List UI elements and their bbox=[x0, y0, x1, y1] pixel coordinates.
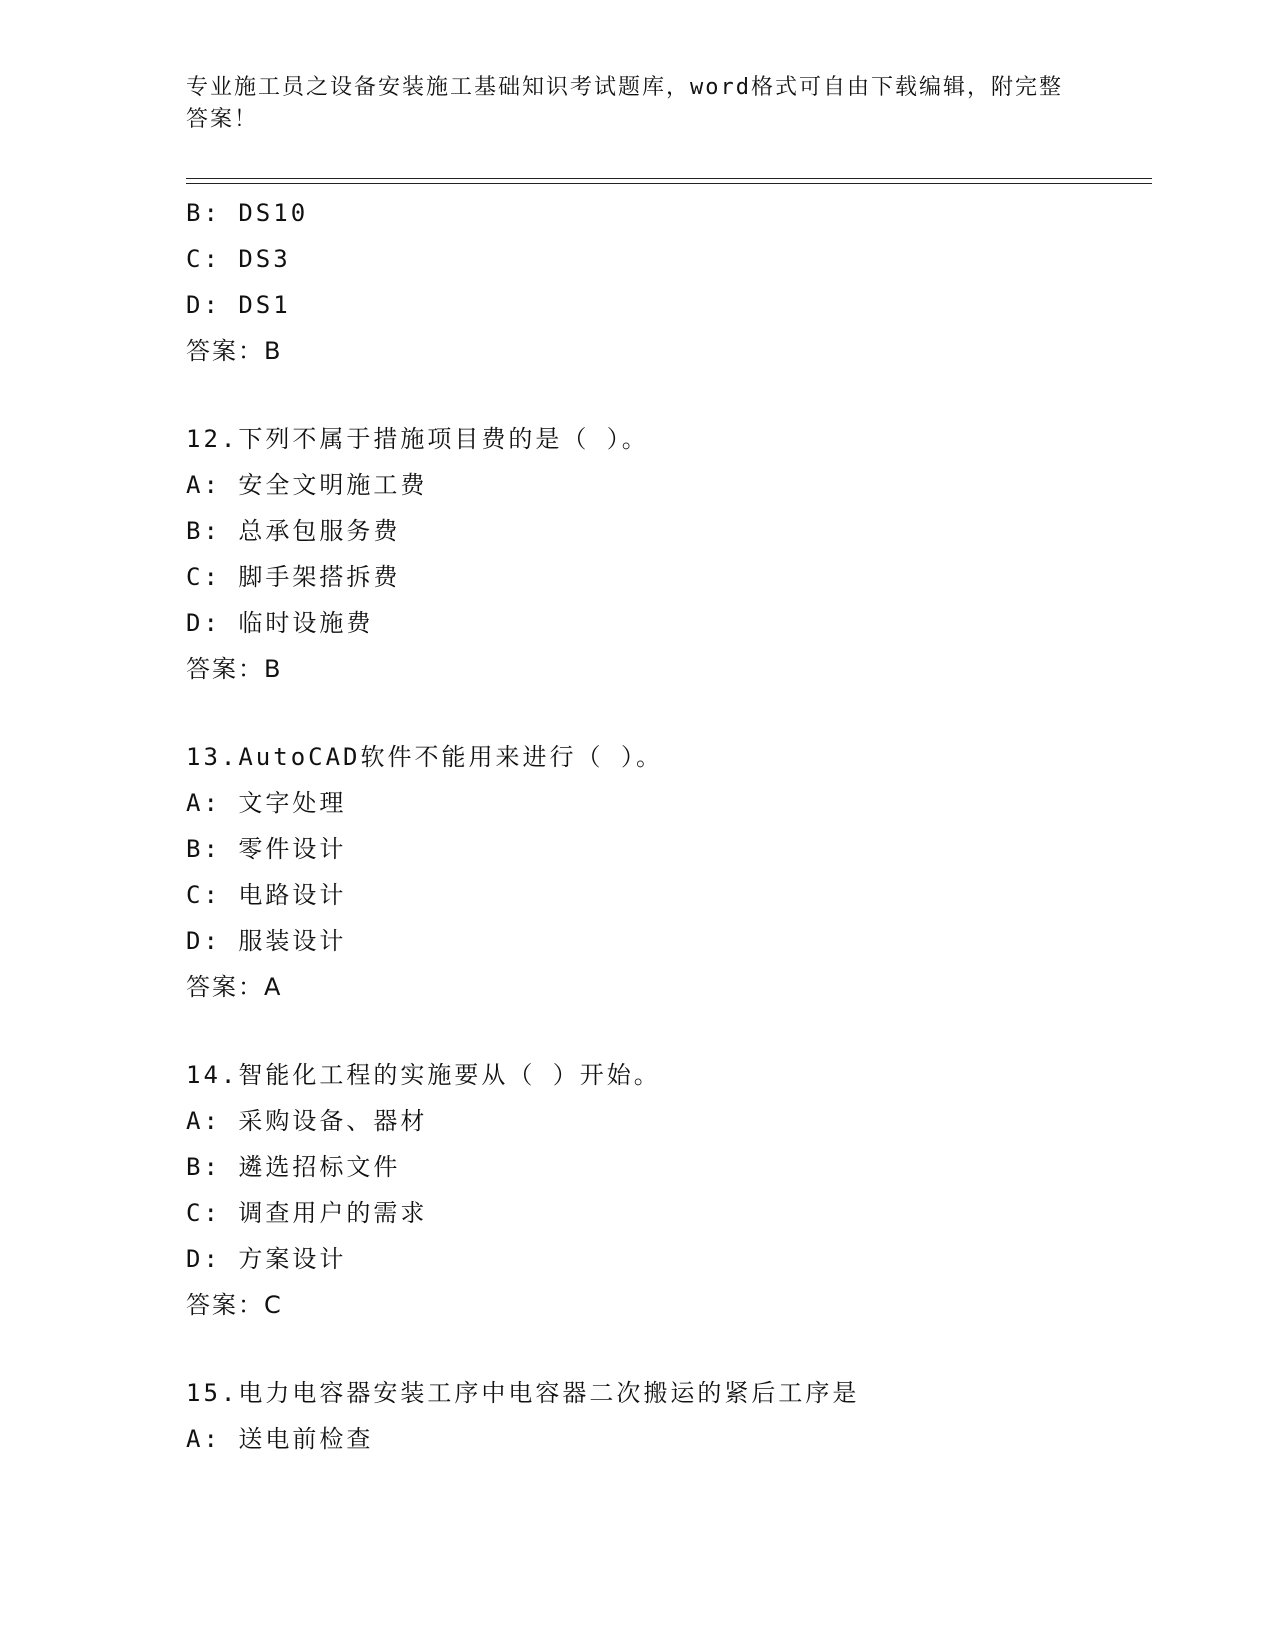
option-d: D: 方案设计 bbox=[186, 1245, 347, 1273]
question-list bbox=[186, 190, 1152, 1462]
option-d: D: 临时设施费 bbox=[186, 609, 374, 637]
option-a: A: 采购设备、器材 bbox=[186, 1107, 428, 1135]
question-text: 13.AutoCAD软件不能用来进行（ ）。 bbox=[186, 743, 663, 771]
question-partial bbox=[186, 190, 1152, 374]
question-text: 12.下列不属于措施项目费的是（ ）。 bbox=[186, 425, 649, 453]
answer-line: 答案：B bbox=[186, 337, 283, 365]
header-divider-bottom bbox=[186, 183, 1152, 184]
option-b: B: 零件设计 bbox=[186, 835, 347, 863]
option-c: C: DS3 bbox=[186, 245, 291, 273]
question-15 bbox=[186, 1370, 1152, 1462]
question-14 bbox=[186, 1052, 1152, 1328]
option-a: A: 送电前检查 bbox=[186, 1425, 374, 1453]
option-c: C: 脚手架搭拆费 bbox=[186, 563, 401, 591]
header-title: 专业施工员之设备安装施工基础知识考试题库，word格式可自由下载编辑，附完整答案！ bbox=[186, 75, 1063, 132]
answer-line: 答案：B bbox=[186, 655, 283, 683]
page-header bbox=[186, 72, 1066, 136]
question-text: 15.电力电容器安装工序中电容器二次搬运的紧后工序是 bbox=[186, 1379, 860, 1407]
question-12 bbox=[186, 416, 1152, 692]
answer-line: 答案：A bbox=[186, 973, 283, 1001]
option-b: B: DS10 bbox=[186, 199, 309, 227]
question-13 bbox=[186, 734, 1152, 1010]
header-divider-top bbox=[186, 178, 1152, 179]
option-c: C: 调查用户的需求 bbox=[186, 1199, 428, 1227]
option-a: A: 安全文明施工费 bbox=[186, 471, 428, 499]
option-c: C: 电路设计 bbox=[186, 881, 347, 909]
option-b: B: 遴选招标文件 bbox=[186, 1153, 401, 1181]
option-d: D: DS1 bbox=[186, 291, 291, 319]
option-b: B: 总承包服务费 bbox=[186, 517, 401, 545]
option-a: A: 文字处理 bbox=[186, 789, 347, 817]
answer-line: 答案：C bbox=[186, 1291, 283, 1319]
question-text: 14.智能化工程的实施要从（ ）开始。 bbox=[186, 1061, 661, 1089]
option-d: D: 服装设计 bbox=[186, 927, 347, 955]
